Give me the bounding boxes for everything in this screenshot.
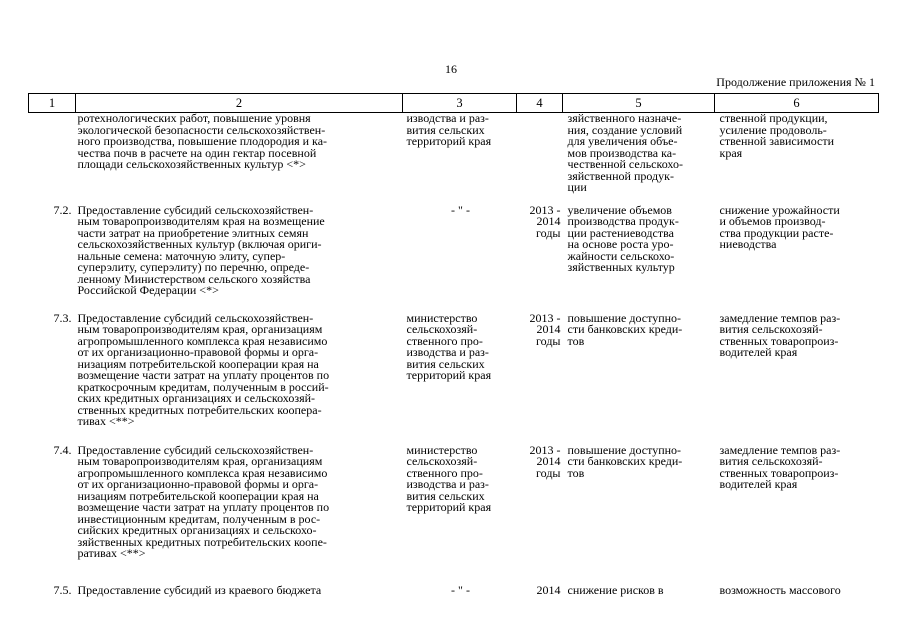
row-number: 7.3.: [53, 310, 72, 325]
continuation-label: Продолжение приложения № 1: [716, 75, 875, 89]
row-number: 7.5.: [53, 582, 72, 597]
table-row: [29, 205, 879, 313]
header-col-3: 3: [403, 94, 517, 113]
executor-text: министерство сельскохозяй- ственного про- изводства и раз- вития сельских территорий края: [406, 310, 492, 382]
executor-text: - " -: [451, 202, 470, 217]
period-text: 2013 - 2014 годы: [529, 310, 561, 348]
header-col-4: 4: [517, 94, 563, 113]
table-row: [29, 113, 879, 205]
table-row: [29, 585, 879, 599]
program-table: [28, 93, 879, 599]
period-text: 2013 - 2014 годы: [529, 202, 561, 240]
table-row: [29, 313, 879, 445]
consequence-text: замедление темпов раз- вития сельскохозяй- ственных товаропроиз- водителей края: [719, 310, 841, 359]
period-text: 2013 - 2014 годы: [529, 442, 561, 480]
period-text: [517, 113, 563, 205]
measure-text: Предоставление субсидий сельскохозяйствен- ным товаропроизводителям края, организациям агропромышленного комплекса края независимо от их организационно-правовой формы и орга- низациям потребительской кооперации края на возмещение части затрат на уплату процентов по инвестиционным кредитам, полученным в рос- сийских кредитных организациях и сельскохо- зяйственных кредитных потребительских коопе- ративах <**>: [77, 442, 330, 560]
header-col-5: 5: [563, 94, 715, 113]
page-number: 16: [445, 62, 457, 76]
measure-text: ротехнологических работ, повышение уровня экологической безопасности сельскохозяйствен- ного производства, повышение плодородия и ка- чества почв в расчете на один гектар посевной площади сельскохозяйственных культур <*>: [77, 111, 328, 171]
row-number: [29, 113, 76, 205]
consequence-text: возможность массового: [719, 582, 841, 597]
header-row: [29, 94, 879, 113]
executor-text: изводства и раз- вития сельских территорий края: [406, 111, 492, 148]
result-text: повышение доступно- сти банковских креди- тов: [567, 442, 683, 480]
measure-text: Предоставление субсидий из краевого бюджета: [77, 582, 322, 597]
header-col-1: 1: [29, 94, 76, 113]
executor-text: - " -: [451, 582, 470, 597]
header-col-6: 6: [715, 94, 879, 113]
executor-text: министерство сельскохозяй- ственного про- изводства и раз- вития сельских территорий края: [406, 442, 492, 514]
result-text: увеличение объемов производства продук- ции растениеводства на основе роста уро- жайности сельскохо- зяйственных культур: [567, 202, 679, 274]
period-text: 2014: [536, 582, 561, 597]
consequence-text: снижение урожайности и объемов производ- ства продукции расте- ниеводства: [719, 202, 840, 251]
result-text: повышение доступно- сти банковских креди- тов: [567, 310, 683, 348]
measure-text: Предоставление субсидий сельскохозяйствен- ным товаропроизводителям края, организациям агропромышленного комплекса края независимо от их организационно-правовой формы и орга- низациям потребительской кооперации края на возмещение части затрат на уплату процентов по краткосрочным кредитам, полученным в россий- ских кредитных организациях и сельскохозяй- ственных кредитных потребительских коопера- тивах <**>: [77, 310, 330, 428]
consequence-text: замедление темпов раз- вития сельскохозяй- ственных товаропроиз- водителей края: [719, 442, 841, 491]
consequence-text: ственной продукции, усиление продоволь- ственной зависимости края: [719, 111, 835, 160]
result-text: зяйственного назначе- ния, создание условий для увеличения объе- мов производства ка- чественной сельскохо- зяйственной продук- ции: [567, 111, 683, 194]
row-number: 7.4.: [53, 442, 72, 457]
result-text: снижение рисков в: [567, 582, 664, 597]
table-row: [29, 445, 879, 585]
row-number: 7.2.: [53, 202, 72, 217]
measure-text: Предоставление субсидий сельскохозяйствен- ным товаропроизводителям края на возмещение части затрат на приобретение элитных семян сельскохозяйственных культур (включая ориги- нальные семена: маточную элиту, супер- суперэлиту, суперэлиту) по перечню, опреде- ленному Министерством сельского хозяйства Российской Федерации <*>: [77, 202, 325, 297]
header-col-2: 2: [76, 94, 403, 113]
